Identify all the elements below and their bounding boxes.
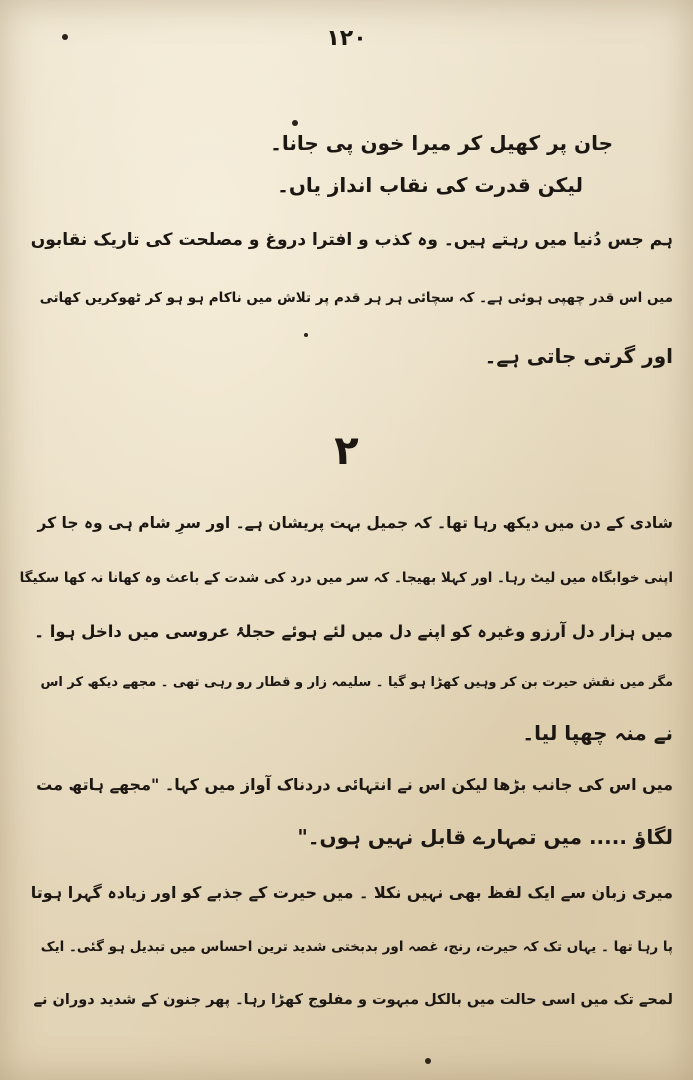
verse-line: جان پر کھیل کر میرا خون پی جانا۔	[270, 131, 613, 155]
page-number: ۱۲۰	[326, 26, 367, 51]
chapter-number: ۲	[334, 428, 359, 474]
ink-speck	[425, 1058, 431, 1064]
paragraph-line: اور گرتی جاتی ہے۔	[484, 344, 673, 368]
ink-speck	[292, 120, 298, 126]
paragraph-line: پا رہا تھا ۔ یہاں تک کہ حیرت، رنج، غصہ اور بدبختی شدید ترین احساس میں تبدیل ہو گئی۔ ایک	[40, 939, 673, 955]
paragraph-line: نے منہ چھپا لیا۔	[522, 721, 673, 745]
paragraph-line: لمحے تک میں اسی حالت میں بالکل مبہوت و مفلوج کھڑا رہا۔ پھر جنون کے شدید دوران نے	[33, 992, 673, 1008]
paragraph-line: شادی کے دن میں دیکھ رہا تھا۔ کہ جمیل بہت پریشان ہے۔ اور سرِ شام ہی وہ جا کر	[37, 514, 673, 532]
paragraph-line: مگر میں نقش حیرت بن کر وہیں کھڑا ہو گیا ۔ سلیمہ زار و قطار رو رہی تھی ۔ مجھے دیکھ کر اس	[40, 675, 673, 690]
paragraph-line: اپنی خوابگاہ میں لیٹ رہا۔ اور کہلا بھیجا۔ کہ سر میں درد کی شدت کے باعث وہ کھانا نہ کھا سکیگا	[19, 570, 673, 586]
verse-line: لیکن قدرت کی نقاب انداز یاں۔	[277, 173, 583, 197]
paragraph-line: میری زبان سے ایک لفظ بھی نہیں نکلا ۔ میں حیرت کے جذبے کو اور زیادہ گہرا ہوتا	[30, 883, 673, 902]
paragraph-line: میں اس کی جانب بڑھا لیکن اس نے انتہائی دردناک آواز میں کہا۔ "مجھے ہاتھ مت	[36, 775, 673, 794]
paragraph-line: لگاؤ ..... میں تمہارے قابل نہیں ہوں۔"	[297, 825, 673, 849]
paragraph-line: میں اس قدر چھپی ہوئی ہے۔ کہ سچائی ہر ہر قدم پر تلاش میں ناکام ہو ہو کر ٹھوکریں کھاتی	[39, 290, 673, 306]
paragraph-line: میں ہزار دل آرزو وغیرہ کو اپنے دل میں لئے ہوئے حجلۂ عروسی میں داخل ہوا ۔	[34, 622, 673, 641]
ink-speck	[304, 333, 308, 337]
ink-speck	[62, 34, 68, 40]
paragraph-line: ہم جس دُنیا میں رہتے ہیں۔ وہ کذب و افترا دروغ و مصلحت کی تاریک نقابوں	[30, 230, 673, 250]
